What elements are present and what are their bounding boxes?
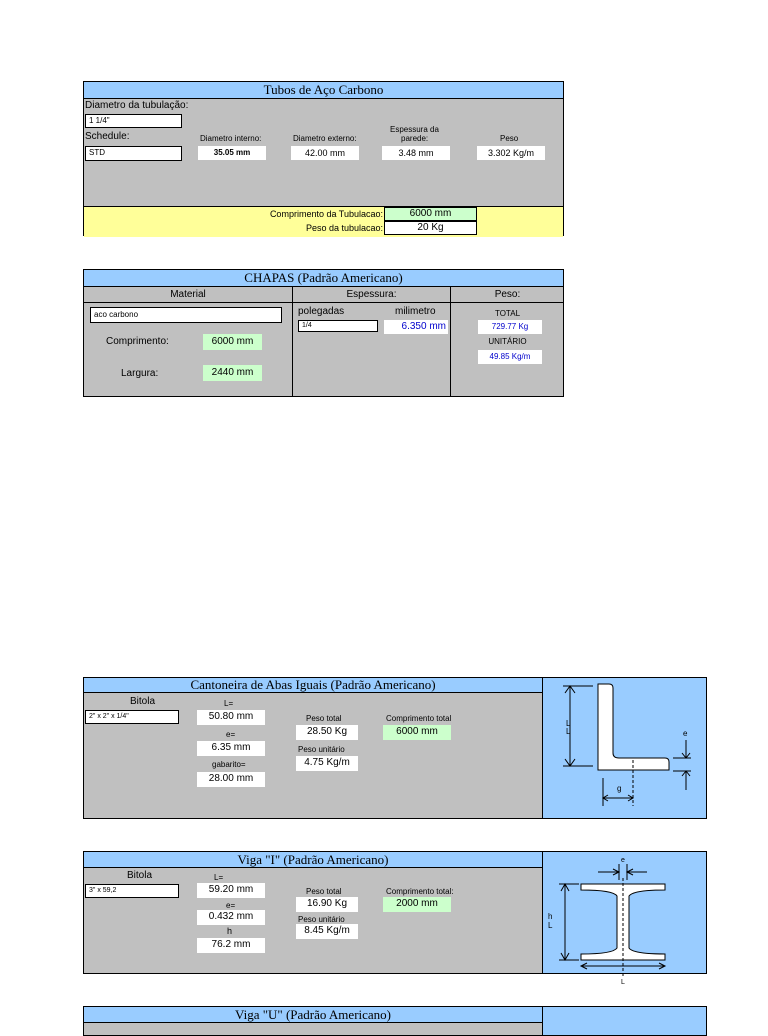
cantoneira-gabarito-value: 28.00 mm: [197, 772, 265, 787]
schedule-input[interactable]: STD: [85, 146, 182, 161]
peso-header: Peso:: [494, 289, 521, 300]
material-input[interactable]: aco carbono: [90, 307, 282, 323]
total-label: TOTAL: [494, 309, 521, 318]
viga-u-panel: [83, 1006, 543, 1036]
polegadas-input[interactable]: 1/4: [298, 320, 378, 332]
peso-tubulacao-label: Peso da tubulacao:: [305, 223, 383, 233]
tubos-panel: [83, 81, 564, 236]
cantoneira-l-value: 50.80 mm: [197, 710, 265, 725]
cantoneira-gabarito-label: gabarito=: [212, 760, 246, 769]
cantoneira-peso-total-label: Peso total: [306, 714, 342, 723]
peso-tubulacao-value: 20 Kg: [384, 221, 477, 235]
chapas-header-divider: [84, 302, 563, 303]
diagram-e-label: e: [683, 729, 688, 738]
total-value: 729.77 Kg: [478, 320, 542, 334]
angle-section-icon: [543, 678, 706, 818]
cantoneira-peso-unitario-label: Peso unitário: [298, 745, 345, 754]
viga-i-h-label: h: [227, 926, 233, 936]
largura-label: Largura:: [121, 368, 159, 379]
viga-i-comprimento-total-value[interactable]: 2000 mm: [383, 897, 451, 912]
comprimento-label: Comprimento:: [106, 336, 169, 347]
cantoneira-bitola-input[interactable]: 2" x 2" x 1/4": [85, 710, 179, 724]
espessura-label-2: parede:: [401, 134, 429, 143]
milimetro-value: 6.350 mm: [384, 320, 448, 334]
cantoneira-title: Cantoneira de Abas Iguais (Padrão Americano): [84, 678, 542, 693]
unitario-value: 49.85 Kg/m: [478, 350, 542, 364]
chapas-col-divider-1: [292, 287, 293, 396]
cantoneira-diagram: [542, 677, 707, 819]
viga-i-e-label: e=: [226, 901, 236, 910]
diagram-l-label-2: L: [566, 727, 571, 736]
viga-i-e-value: 0.432 mm: [197, 910, 265, 925]
diametro-input[interactable]: 1 1/4": [85, 114, 182, 128]
diametro-interno-value: 35.05 mm: [198, 146, 266, 160]
viga-i-l-value: 59.20 mm: [197, 883, 265, 898]
espessura-value: 3.48 mm: [382, 146, 450, 160]
viga-i-panel: [83, 851, 543, 974]
tubos-title: Tubos de Aço Carbono: [84, 82, 563, 99]
viga-i-peso-total-label: Peso total: [306, 887, 342, 896]
viga-i-bitola-input[interactable]: 3" x 59,2: [85, 884, 179, 898]
viga-i-diagram-l-label: L: [548, 921, 553, 930]
viga-i-title: Viga "I" (Padrão Americano): [84, 852, 542, 868]
unitario-label: UNITÁRIO: [488, 337, 527, 346]
espessura-header: Espessura:: [346, 289, 397, 300]
viga-i-diagram-e-label: e: [621, 857, 625, 864]
cantoneira-peso-total-value: 28.50 Kg: [296, 725, 358, 740]
diametro-interno-label: Diametro interno:: [200, 134, 262, 143]
cantoneira-e-label: e=: [226, 730, 236, 739]
schedule-label: Schedule:: [85, 131, 130, 142]
viga-i-diagram-l-bottom: L: [621, 979, 625, 986]
diametro-label: Diametro da tubulação:: [85, 100, 189, 111]
viga-i-comprimento-total-label: Comprimento total:: [386, 887, 454, 896]
milimetro-label: milimetro: [395, 306, 436, 317]
cantoneira-e-value: 6.35 mm: [197, 741, 265, 756]
viga-i-peso-total-value: 16.90 Kg: [296, 897, 358, 912]
i-beam-section-icon: [543, 852, 706, 987]
viga-i-diagram: [542, 851, 707, 986]
chapas-panel: [83, 269, 564, 397]
peso-label: Peso: [500, 134, 519, 143]
cantoneira-peso-unitario-value: 4.75 Kg/m: [296, 756, 358, 771]
comprimento-tubulacao-value[interactable]: 6000 mm: [384, 207, 477, 221]
viga-i-diagram-h-label: h: [548, 912, 553, 921]
comprimento-tubulacao-label: Comprimento da Tubulacao:: [269, 209, 383, 219]
diametro-externo-value: 42.00 mm: [291, 146, 359, 160]
cantoneira-l-label: L=: [224, 699, 234, 708]
espessura-label-1: Espessura da: [390, 125, 439, 134]
diametro-externo-label: Diametro externo:: [293, 134, 357, 143]
viga-u-diagram: [542, 1006, 707, 1036]
comprimento-value[interactable]: 6000 mm: [203, 334, 262, 350]
viga-i-l-label: L=: [214, 873, 224, 882]
viga-u-title: Viga "U" (Padrão Americano): [84, 1007, 542, 1023]
diagram-l-label: L: [566, 719, 571, 728]
viga-i-peso-unitario-value: 8.45 Kg/m: [296, 924, 358, 939]
viga-i-peso-unitario-label: Peso unitário: [298, 915, 345, 924]
viga-i-h-value: 76.2 mm: [197, 938, 265, 953]
chapas-title: CHAPAS (Padrão Americano): [84, 270, 563, 287]
polegadas-label: polegadas: [298, 306, 345, 317]
diagram-g-label: g: [617, 784, 622, 793]
cantoneira-panel: [83, 677, 543, 819]
material-header: Material: [170, 289, 206, 300]
cantoneira-comprimento-total-value[interactable]: 6000 mm: [383, 725, 451, 740]
viga-i-bitola-label: Bitola: [127, 870, 153, 881]
largura-value[interactable]: 2440 mm: [203, 365, 262, 381]
peso-value: 3.302 Kg/m: [477, 146, 545, 160]
cantoneira-bitola-label: Bitola: [130, 696, 156, 707]
cantoneira-comprimento-total-label: Comprimento total: [386, 714, 452, 723]
